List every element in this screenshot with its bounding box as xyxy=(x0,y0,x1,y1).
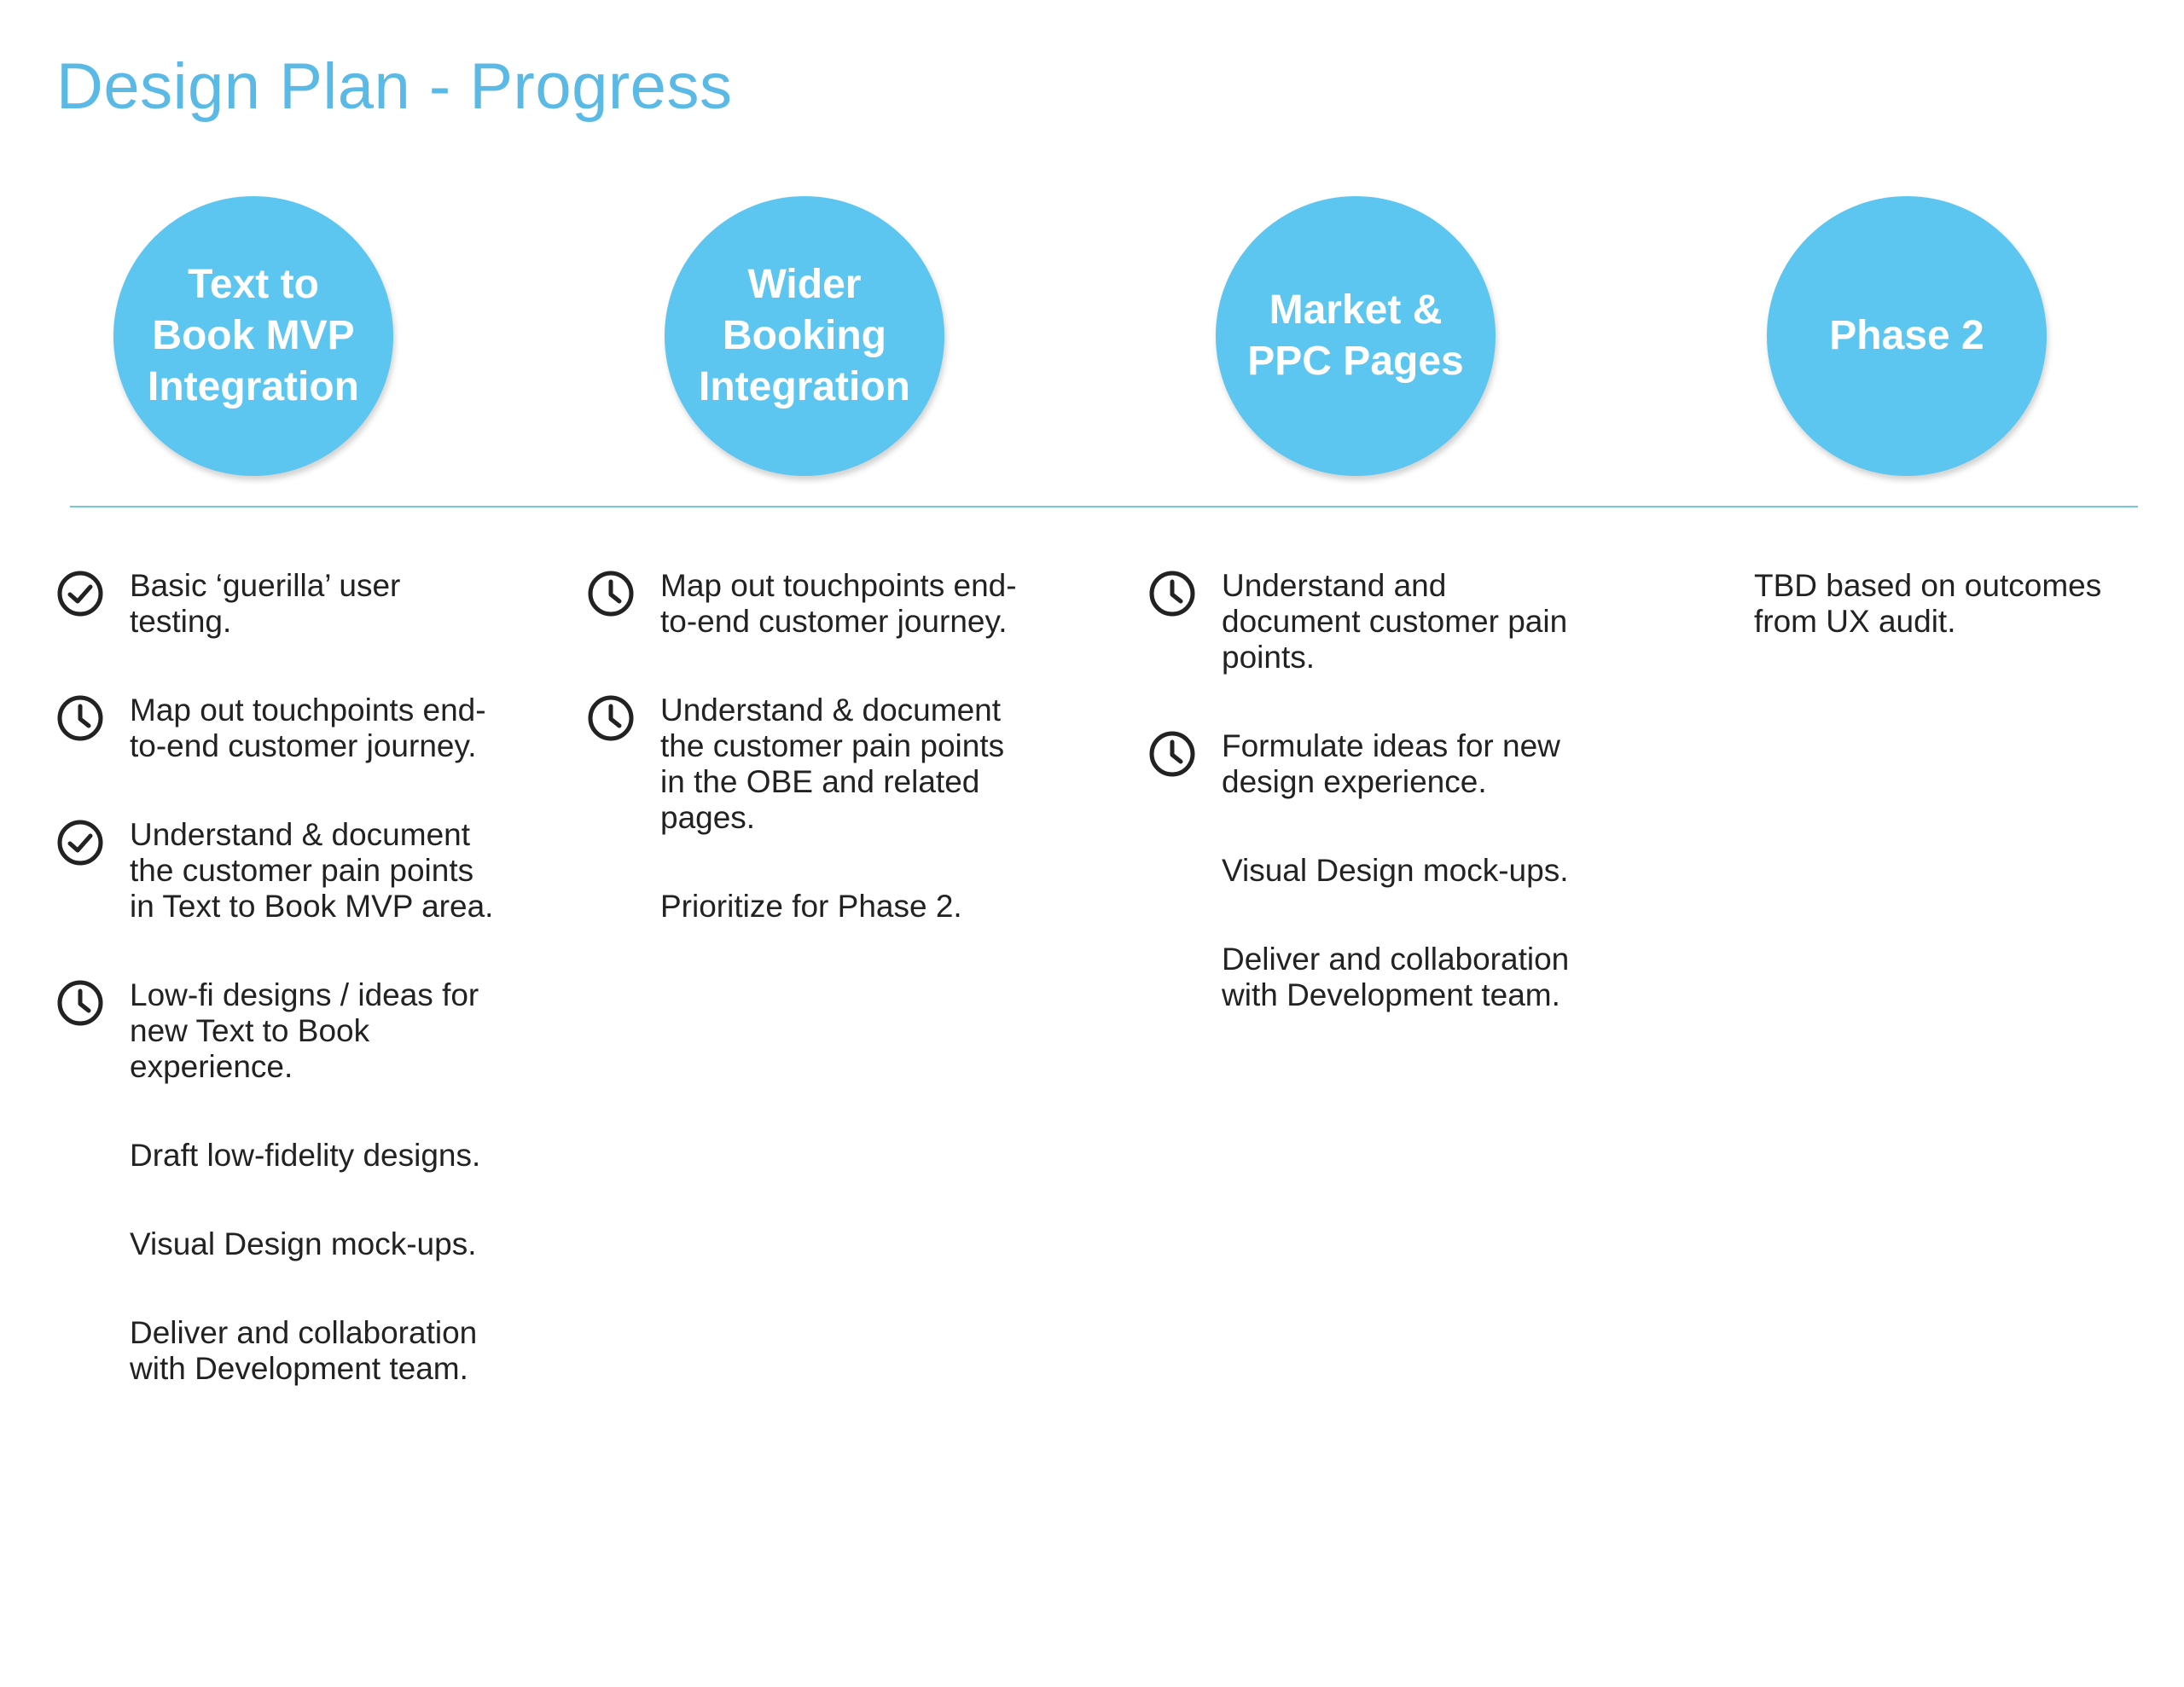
task-item xyxy=(1148,853,1626,889)
task-item xyxy=(1148,568,1626,675)
task-text: Map out touchpoints end- to-end customer journey. xyxy=(130,693,486,763)
phase-circle-market-ppc[interactable] xyxy=(1216,196,1496,476)
phase-label: Phase 2 xyxy=(1829,313,1984,358)
task-item xyxy=(587,568,1065,640)
task-item xyxy=(56,1315,534,1387)
clock-icon xyxy=(56,979,104,1027)
task-item xyxy=(1148,728,1626,800)
check-circle-icon xyxy=(56,819,104,867)
task-item xyxy=(56,817,534,925)
task-text: Draft low-fidelity designs. xyxy=(130,1138,481,1173)
task-text: Deliver and collaboration with Development team. xyxy=(1222,942,1570,1012)
task-text: Formulate ideas for new design experience. xyxy=(1222,728,1560,799)
timeline-divider xyxy=(70,506,2138,507)
task-item xyxy=(1148,942,1626,1013)
task-item xyxy=(587,889,1065,925)
phase-circle-phase-2[interactable] xyxy=(1767,196,2047,476)
task-text: Deliver and collaboration with Development team. xyxy=(130,1315,478,1386)
phase-label: Text to Book MVP Integration xyxy=(148,262,359,409)
phase-circle-wider-booking[interactable] xyxy=(665,196,944,476)
clock-icon xyxy=(56,694,104,742)
task-item xyxy=(56,568,534,640)
task-text: Understand & document the customer pain points in the OBE and related pages. xyxy=(660,693,1005,835)
clock-icon xyxy=(587,694,635,742)
task-text: Basic ‘guerilla’ user testing. xyxy=(130,568,401,639)
phase-column-text-to-book xyxy=(56,568,534,1440)
task-text: Prioritize for Phase 2. xyxy=(660,889,962,924)
task-text: Visual Design mock-ups. xyxy=(130,1226,477,1261)
phase-column-wider-booking xyxy=(587,568,1065,977)
page-title: Design Plan - Progress xyxy=(56,50,733,123)
task-text: Map out touchpoints end- to-end customer journey. xyxy=(660,568,1017,639)
phase-column-market-ppc xyxy=(1148,568,1626,1066)
task-text: TBD based on outcomes from UX audit. xyxy=(1754,568,2102,639)
task-text: Understand and document customer pain points. xyxy=(1222,568,1568,675)
phase-label: Wider Booking Integration xyxy=(699,262,910,409)
clock-icon xyxy=(587,570,635,617)
clock-icon xyxy=(1148,570,1196,617)
task-text: Visual Design mock-ups. xyxy=(1222,853,1569,888)
check-circle-icon xyxy=(56,570,104,617)
task-item xyxy=(1681,568,2158,640)
phase-column-phase-2 xyxy=(1681,568,2158,693)
task-item xyxy=(56,1226,534,1262)
phase-label: Market & PPC Pages xyxy=(1247,287,1464,384)
task-text: Understand & document the customer pain points in Text to Book MVP area. xyxy=(130,817,494,924)
clock-icon xyxy=(1148,730,1196,778)
task-item xyxy=(56,977,534,1085)
task-item xyxy=(56,1138,534,1174)
task-item xyxy=(587,693,1065,836)
task-item xyxy=(56,693,534,764)
phase-circle-text-to-book[interactable] xyxy=(113,196,393,476)
task-text: Low-fi designs / ideas for new Text to Book experience. xyxy=(130,977,479,1084)
